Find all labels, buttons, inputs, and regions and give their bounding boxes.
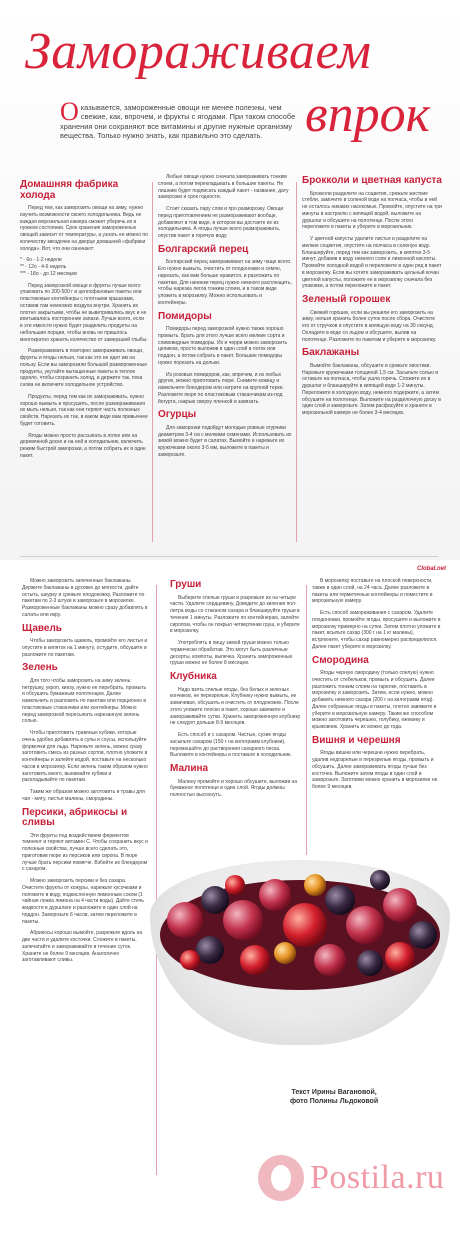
- column-divider: [152, 182, 153, 542]
- paragraph: Свежий горошек, если вы решили его заморозить на зиму, нельзя хранить более суток после сбора. Очистите его от стручков и опустите в кипящую воду на 30 секунд. Охладите в воде со льдом и обсушите, вылив на полотенце. Разложите по пакетам и уберите в морозилку.: [302, 309, 437, 343]
- intro-paragraph: [60, 97, 300, 140]
- heading-sorrel: Щавель: [22, 622, 62, 634]
- heading-peaches: Персики, абрикосы и сливы: [22, 806, 128, 828]
- watermark-text: Postila.ru: [310, 1159, 445, 1196]
- column-divider: [306, 585, 307, 855]
- paragraph: Эти фрукты под воздействием ферментов темнеют и теряют витамин С. Чтобы сохранить вкус и полезные свойства, лучше всего сделать это, приготовив пюре из персиков или сиропа. В пюре лучше брать персики помягче. Взбейте их блендером с сахаром.: [22, 832, 148, 873]
- paragraph: У цветной капусты удалите листья и разделите на мелкие соцветия, опустите на полчаса в соленую воду. Бланшируйте, перед тем как заморозить, в кипятке 3-5 минут, добавив в воду немного соли и лимонной кислоты. Промойте холодной водой и переложите в один ряд в пакет в морозилку. Если вы хотите замораживать цельный кочан цветной капусты, положите ее в морозилку сначала без упаковки, а потом переложите в пакет.: [302, 236, 442, 290]
- photo-credit: [290, 1088, 378, 1107]
- paragraph: Ягоды черную смородину (только спелую) нужно очистить от стебельков, промыть и обсушить. Далее разложить тонким слоем на тарелке, поставить в морозилку и заморозить. Затем, если нужно, можно добавить немного сахара (200 г на килограмм ягод). Далее собранные ягоды в пакеты, плотно завяжите и уберите в морозильную камеру. Таким же способом можно заготовить черешню, голубику, ежевику и крыжовник. Хранить их можно до года.: [312, 670, 437, 730]
- postila-watermark: [258, 1155, 444, 1201]
- heading-tomatoes: Помидоры: [158, 310, 212, 322]
- star-legend: [20, 257, 148, 277]
- heading-broccoli: Брокколи и цветная капуста: [302, 175, 442, 186]
- paragraph: Для заморозки подойдут молодые ровные огурчики диаметром 3-4 см с мелкими семенами. Использовать их зимой можно будет в салатах. Вымойте и нарежьте их кружочками около 3-5 мм, выложите в пакеты и заморозьте.: [158, 424, 292, 458]
- column-vegetables: [158, 174, 292, 464]
- column-divider: [296, 182, 297, 542]
- drop-cap: О: [60, 97, 79, 126]
- credit-line: Текст Ирины Вагановой,: [291, 1089, 377, 1096]
- heading-eggplant: Баклажаны: [302, 347, 360, 359]
- section-separator: [20, 556, 438, 557]
- paragraph: Для того чтобы заморозить на зиму зелень: петрушку, укроп, кинзу, нужно ее перебрать, промыть и обсушить бумажным полотенцем. Далее измельчить и разложить по пакетам или порционно в пластиковые стаканчики или контейнеры. Можно перед заморозкой пересыпать нарезанную зелень солью.: [22, 677, 147, 725]
- column-home-freezer: [20, 178, 148, 465]
- postila-logo-icon: [258, 1155, 304, 1201]
- paragraph: Абрикосы хорошо вымойте, разрежьте вдоль на две части и удалите косточки. Сложите в пакеты, запечатайте и замораживайте в течение суток. Храните не более 9 месяцев. Аналогично заготавливают сливы.: [22, 930, 143, 964]
- paragraph: Есть способ замораживания с сахаром. Удалите плодоножки, промойте ягоды, просушите и выложите в морозилку примерно на сутки. Затем плотно уложите в пакет, всыпьте сахар (300 г на 1 кг малины), встряхните, чтобы сахар равномерно распределился. Далее пакет уберите в морозилку.: [312, 610, 441, 650]
- page-title: Замораживаем: [25, 23, 372, 80]
- paragraph: Чтобы заморозить щавель, промойте его листья и опустите в кипяток на 1 минуту, остудите, обсушите и разложите по пакетам.: [22, 638, 148, 658]
- paragraph: Есть способ и с сахаром. Чистые, сухие ягоды засыпьте сахаром (150 г на килограмм клубники), перемешайте до растворения сахарного песка. Выложите в контейнеры и поставьте в холодильник.: [170, 732, 292, 759]
- paragraph: Из розовых помидоров, как, впрочем, и из любых других, можно приготовить пюре. Снимите кожицу и измельчите блендером или натрите на крупной терке. Разложите пюре по пластиковым стаканчикам из-под йогурта, накрыв сверху пленкой и завязать.: [158, 371, 284, 405]
- intro-text: казывается, замороженные овощи не менее полезны, чем свежие, как, впрочем, и фрукты с ягодами. При таком способе хранения они сохраняют все витамины и другие нужные организму вещества. Только нужно знать, как правильно это сделать.: [60, 103, 296, 140]
- credit-line: фото Полины Льдоковой: [290, 1098, 379, 1106]
- star-legend-item: *** - 18o - до 12 месяцев: [20, 270, 77, 277]
- paragraph: Размораживать в повторно замораживать овощи, фрукты и ягоды нельзя, так как это не идет им на пользу. Если вы заморозили большой размороженные продукты, укутайте вытащенные пакеты в теплое одеяло, чтобы сохранить холод, и держите так, пока снова не включите холодильное устройство.: [20, 348, 147, 388]
- paragraph: Болгарский перец замораживают на зиму чаще всего. Его нужно вымыть, очистить от плодоножки и семян, нарезать, как вам больше нравится, и разложить по пакетам. Для начинки перец нужно немного расплющить, чтобы нарезка легла тонким слоем, и в таком виде уложить в морозилку. Можно использовать и контейнеры.: [158, 259, 292, 306]
- heading-green-peas: Зеленый горошек: [302, 294, 391, 305]
- column-lower-right: [312, 578, 442, 796]
- heading-cherry: Вишня и черешня: [312, 734, 401, 746]
- paragraph: Любые овощи нужно сначала замораживать тонким слоем, а потом перекладывать в большие пакеты. Не лишним будет подписать каждый пакет - название, дату заморозки и срок годности.: [158, 174, 289, 201]
- paragraph: Вымойте баклажаны, обсушите и срежьте хвостики. Нарежьте кружочками толщиной 1,5 см. Засыпьте солью и оставьте на полчаса, чтобы ушла горечь. Сложите их в дуршлаг и бланшируйте в кипящей воде 1-2 минуты. Переложите в холодную воду, немного подержите, а затем обсушите на полотенце. Выложите на разделочную доску в один слой и заморозьте. Затем расфасуйте и храните в морозильной камере не более 3-4 месяцев.: [302, 362, 441, 416]
- paragraph: Выберите спелые груши и разрежьте их на четыре части. Удалите сердцевину. Доведите до кипения пол-литра воды со стаканом сахара и бланшируйте груши в течение 1 минуты. Разложите по контейнерам, залейте сиропом, чтобы он покрыл четвертинки груш, и уберите в морозилку.: [170, 594, 300, 635]
- paragraph: Чтобы приготовить травяные кубики, которые очень удобно добавлять в супы и соусы, используйте формочки для льда. Нарежьте зелень, можно сразу заготовить смесь из разных сортов, плотно уложите в контейнеры и залейте водой, поставьте на несколько часов в морозилку. Если зелень таким образом нужно заготовить много, вынимайте кубики и раскладывайте по пакетам.: [22, 730, 148, 784]
- heading-raspberry: Малина: [170, 763, 209, 774]
- column-lower-left: [22, 578, 148, 969]
- paragraph: Помидоры перед заморозкой нужно также хорошо промыть. Брать для этого лучше всего мелкие сорта и сливовидные помидоры. Их и черри можно заморозить целиком, просто выложив в один слой в лоток или поддон, а потом собрать в пакет. Большие помидоры нужно порезать на дольки.: [158, 326, 288, 366]
- paragraph: Надо взять спелые ягоды, без белых и зеленых кончиков, не перезрелые. Клубнику нужно вымыть, не замачивая, обсушить и очистить от плодоножек. После этого уложите плоско в пакет, хорошо завяжите и замораживайте сутки. Хранить замороженную клубнику не следует дольше 8-9 месяцев.: [170, 686, 301, 727]
- site-logo: Сlobal.net: [416, 566, 446, 572]
- paragraph: Продукты, перед тем как их замораживать, нужно хорошо вымыть и просушить, после размораживания их мыть нельзя, так как они теряют часть полезных свойств. Нарезать их так, в каком виде вам привычнее будет готовить.: [20, 393, 148, 427]
- paragraph: Малину промойте и хорошо обсушите, выложив на бумажное полотенце в один слой. Ягоды должны полностью высохнуть.: [170, 778, 298, 798]
- heading-currant: Смородина: [312, 654, 369, 666]
- heading-cucumbers: Огурцы: [158, 409, 197, 421]
- heading-greens: Зелень: [22, 662, 58, 674]
- heading-strawberry: Клубника: [170, 671, 217, 682]
- paragraph: Перед тем, как заморозить овощи на зиму, нужно изучить возможности своего холодильника. Ведь не каждая морозильная камера сможет уберечь их в нужном состоянии. Срок хранения замороженных овощей зависит от температуры, а узнать ее можно по количеству звездочек на дверце домашней «фабрики холода». Вот, что они означают:: [20, 205, 148, 252]
- paragraph: Стоит сказать пару слов и про разморозку. Овощи перед приготовлением не размораживают вообще, добавляют в том виде, в котором вы достаете их из холодильника. А ягоды лучше всего размораживать, опустив пакет в горячую воду.: [158, 206, 284, 239]
- paragraph: Можно заморозить запеченные баклажаны. Держите баклажаны в духовке до мягкости, дайте остыть, шкурку и срежьте плодоножку. Разложите по пакетам по 2-3 штуки и заморозьте в морозилке. Размороженные баклажаны можно сразу добавлять в салаты или икру.: [22, 578, 148, 618]
- paragraph: Перед заморозкой овощи и фрукты лучше всего упаковать по 200-500 г в целлофановые пакеты или пластиковые контейнеры с плотными крышками, оставив там немножко воздуха внутри. Хранить их плотно закрытыми, чтобы не выветривались вкус и не впитывались посторонние запахи. Лучше всего, если в эти емкости нужно будет разделить продукты на небольшие порции, чтобы вновь не пришлось многократно хранить количество от замерзшей глыбы.: [20, 282, 148, 343]
- heading-home-freezer: Домашняя фабрика холода: [20, 179, 119, 201]
- heading-bell-pepper: Болгарский перец: [158, 243, 249, 255]
- paragraph: Брокколи разделите на соцветия, срежьте жесткие стебли, замочите в соленой воде на полчаса, чтобы в ней не осталось никаких насекомых. Промойте, опустите на три минуты в кастрюлю с кипящей водой, выложите на дуршлаг и обсушите на полотенце. После этого переложите в пакеты и уберите в морозильник.: [302, 190, 442, 231]
- paragraph: Употреблять в пищу зимой груши можно только термически обработав. Это могут быть различные десерты, компоты, выпечка. Хранить замороженные груши можно не более 8 месяцев.: [170, 640, 293, 667]
- paragraph: Ягоды вишни или черешни нужно перебрать, удалив недозрелые и перезрелые ягоды, промыть и обсушить. Далее замораживать ягоды лучше без косточек. Выложите затем ягоды в один слой и заморозьте. Заготовки можно хранить в морозилке не более 9 месяцев.: [312, 750, 438, 790]
- star-legend-item: * - 6o - 1-2 недели: [20, 257, 62, 264]
- frozen-berries-image: [155, 865, 445, 990]
- paragraph: Таким же образом можно заготовить и травы для чая - мяту, листья малины, смородины.: [22, 789, 145, 802]
- paragraph: Можно заморозить персики и без сахара. Очистите фрукты от кожуры, нарежьте кусочками и положите в воду, подкисленную лимонным соком (1 чайная ложка лимона на 4 части воды). Дайте стечь жидкости в дуршлаге и разложите в один слой на поддон. Заморозьте 6 часов, затем переложите в пакеты.: [22, 878, 144, 925]
- column-broccoli: [302, 174, 442, 422]
- heading-pears: Груши: [170, 579, 202, 590]
- column-lower-middle: [170, 578, 302, 804]
- paragraph: В морозилку поставьте на плоской поверхности, также в один слой, на 24 часа. Далее разложите в пакеты или герметичные контейнеры и поместите в морозильную камеру.: [312, 578, 433, 605]
- star-legend-item: ** - 12o - 4-6 недель: [20, 264, 67, 270]
- page-title-second-line: впрок: [305, 86, 430, 143]
- paragraph: Ягоды можно просто рассыпать в лотке или на деревянной доске и на ней в холодильник, включить режим быстрой заморозки, а потом собрать их в один пакет.: [20, 432, 146, 459]
